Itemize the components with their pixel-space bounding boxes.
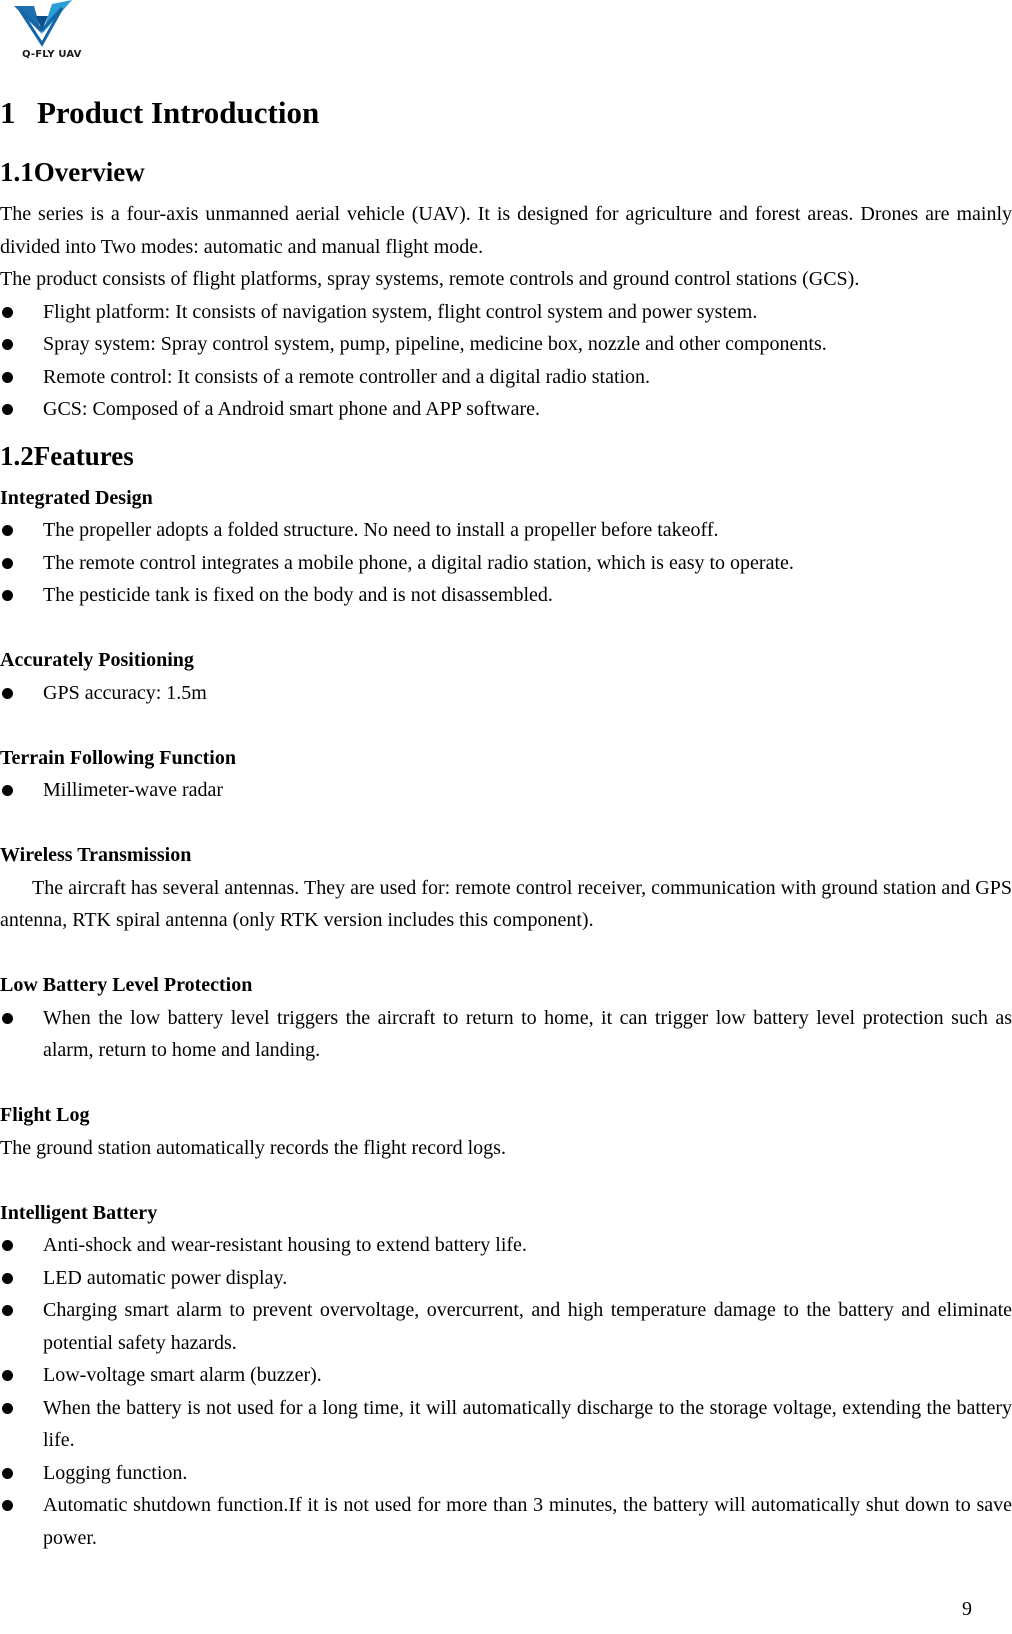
- chapter-title: Product Introduction: [37, 95, 320, 130]
- chapter-number: 1: [0, 95, 16, 130]
- chapter-heading: [0, 88, 1012, 142]
- overview-bullet-list: [0, 296, 1012, 426]
- bullet-icon: [2, 1370, 13, 1381]
- list-item: The remote control integrates a mobile phone, a digital radio station, which is easy to operate.: [0, 547, 1012, 580]
- battery-protection-list: [0, 1002, 1012, 1067]
- overview-paragraph-1: The series is a four-axis unmanned aerial vehicle (UAV). It is designed for agriculture and forest areas. Drones are mainly divided into Two modes: automatic and manual flight mode.: [0, 203, 1012, 258]
- logo-text: Q-FLY UAV: [22, 49, 82, 60]
- bullet-icon: [2, 785, 13, 796]
- overview-paragraph-2: The product consists of flight platforms, spray systems, remote controls and ground control stations (GCS).: [0, 268, 860, 290]
- flight-log-heading: Flight Log: [0, 1104, 90, 1126]
- features-heading: 1.2Features: [0, 440, 134, 471]
- list-item: Charging smart alarm to prevent overvoltage, overcurrent, and high temperature damage to the battery and eliminate potential safety hazards.: [0, 1294, 1012, 1359]
- list-item: Flight platform: It consists of navigation system, flight control system and power system.: [0, 296, 1012, 329]
- bullet-icon: [2, 372, 13, 383]
- terrain-heading: Terrain Following Function: [0, 746, 236, 769]
- list-item: Logging function.: [0, 1457, 1012, 1490]
- bullet-icon: [2, 1468, 13, 1479]
- list-item: Spray system: Spray control system, pump, pipeline, medicine box, nozzle and other components.: [0, 328, 1012, 361]
- bullet-icon: [2, 558, 13, 569]
- bullet-icon: [2, 525, 13, 536]
- list-item: The propeller adopts a folded structure. No need to install a propeller before takeoff.: [0, 514, 1012, 547]
- intelligent-battery-heading: Intelligent Battery: [0, 1201, 158, 1224]
- list-item: Remote control: It consists of a remote controller and a digital radio station.: [0, 361, 1012, 394]
- list-item: GPS accuracy: 1.5m: [0, 677, 1012, 710]
- overview-heading: 1.1Overview: [0, 157, 145, 187]
- positioning-heading: Accurately Positioning: [0, 649, 194, 671]
- bullet-icon: [2, 339, 13, 350]
- list-item: Automatic shutdown function.If it is not used for more than 3 minutes, the battery will automatically shut down to save power.: [0, 1489, 1012, 1554]
- list-item: GCS: Composed of a Android smart phone and APP software.: [0, 393, 1012, 426]
- page-number: 9: [962, 1598, 972, 1620]
- bullet-icon: [2, 688, 13, 699]
- bullet-icon: [2, 404, 13, 415]
- list-item: Anti-shock and wear-resistant housing to extend battery life.: [0, 1229, 1012, 1262]
- bullet-icon: [2, 307, 13, 318]
- battery-protection-heading: Low Battery Level Protection: [0, 974, 253, 996]
- intelligent-battery-list: [0, 1229, 1012, 1554]
- positioning-list: [0, 677, 1012, 710]
- bullet-icon: [2, 1305, 13, 1316]
- wireless-paragraph: The aircraft has several antennas. They are used for: remote control receiver, communication with ground station and GPS antenna, RTK spiral antenna (only RTK version includes this component).: [0, 876, 1012, 931]
- integrated-design-list: [0, 514, 1012, 612]
- bullet-icon: [2, 1273, 13, 1284]
- bullet-icon: [2, 1500, 13, 1511]
- document-body: [0, 88, 1012, 1554]
- list-item: When the battery is not used for a long time, it will automatically discharge to the storage voltage, extending the battery life.: [0, 1392, 1012, 1457]
- wireless-heading: Wireless Transmission: [0, 844, 192, 866]
- integrated-design-heading: Integrated Design: [0, 486, 153, 509]
- bullet-icon: [2, 590, 13, 601]
- list-item: LED automatic power display.: [0, 1262, 1012, 1295]
- list-item: Millimeter-wave radar: [0, 774, 1012, 807]
- bullet-icon: [2, 1013, 13, 1024]
- bullet-icon: [2, 1240, 13, 1251]
- list-item: Low-voltage smart alarm (buzzer).: [0, 1359, 1012, 1392]
- terrain-list: [0, 774, 1012, 807]
- list-item: When the low battery level triggers the aircraft to return to home, it can trigger low battery level protection such as alarm, return to home and landing.: [0, 1002, 1012, 1067]
- list-item: The pesticide tank is fixed on the body and is not disassembled.: [0, 579, 1012, 612]
- flight-log-paragraph: The ground station automatically records the flight record logs.: [0, 1136, 506, 1159]
- bullet-icon: [2, 1403, 13, 1414]
